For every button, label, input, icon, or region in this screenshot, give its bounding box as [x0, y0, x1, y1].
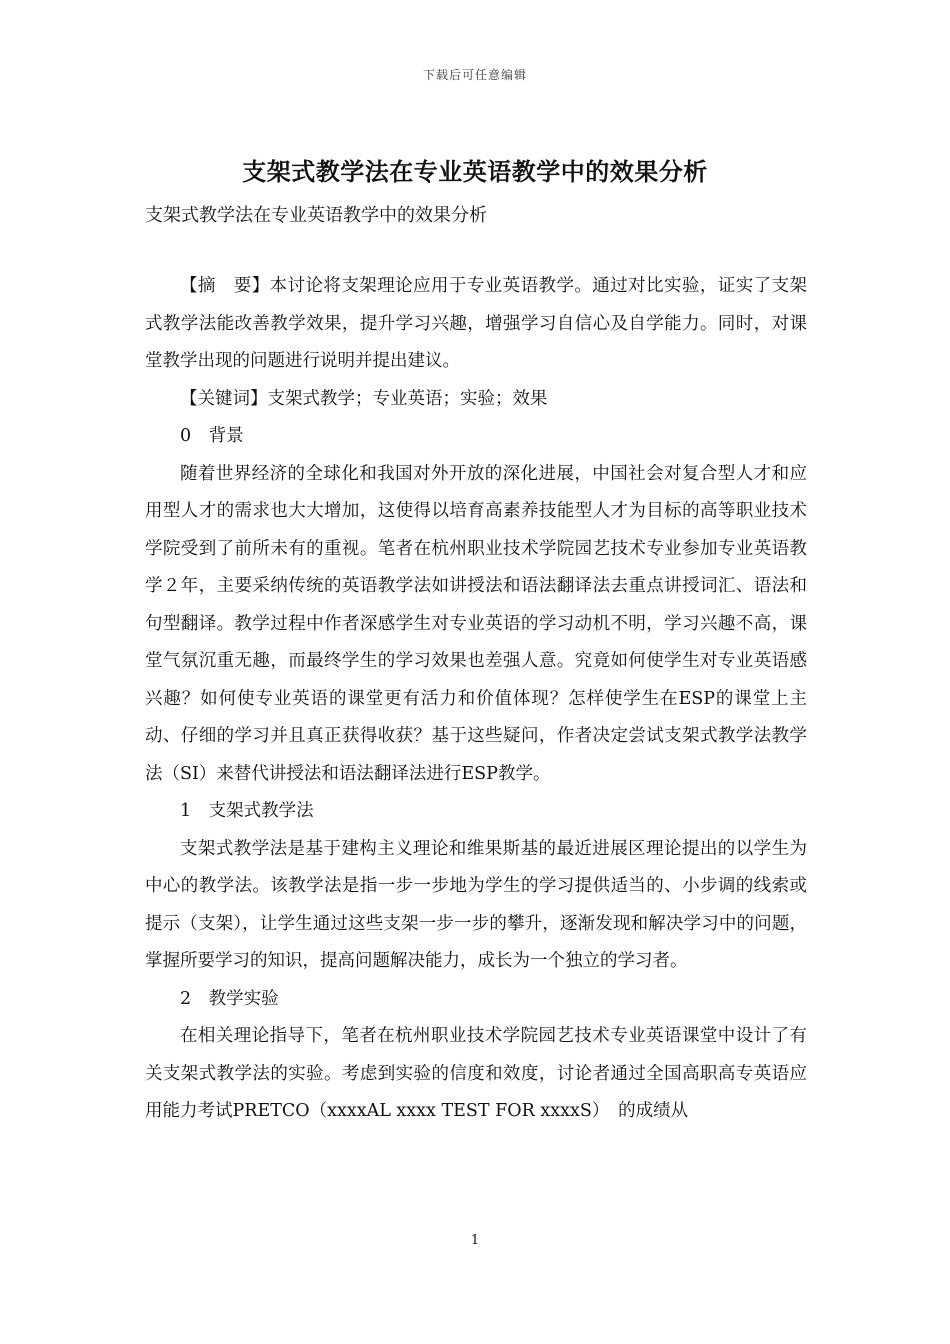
abstract-paragraph: 【摘 要】本讨论将支架理论应用于专业英语教学。通过对比实验，证实了支架式教学法能改善教学效果，提升学习兴趣，增强学习自信心及自学能力。同时，对课堂教学出现的问题进行说明并提出建议。: [145, 276, 807, 371]
body-paragraph: 支架式教学法是基于建构主义理论和维果斯基的最近进展区理论提出的以学生为中心的教学法。该教学法是指一步一步地为学生的学习提供适当的、小步调的线索或提示（支架），让学生通过这些支架一步一步的攀升，逐渐发现和解决学习中的问题，掌握所要学习的知识，提高问题解决能力，成长为一个独立的学习者。: [145, 838, 807, 971]
page-number: 1: [470, 1233, 480, 1248]
page-header: 下载后可任意编辑: [422, 68, 527, 82]
section-heading-background: 0 背景: [180, 426, 244, 446]
document-title: 支架式教学法在专业英语教学中的效果分析: [242, 157, 708, 186]
body-paragraph: 随着世界经济的全球化和我国对外开放的深化进展，中国社会对复合型人才和应用型人才的需求也大大增加，这使得以培育高素养技能型人才为目标的高等职业技术学院受到了前所未有的重视。笔者在杭州职业技术学院园艺技术专业参加专业英语教学２年，主要采纳传统的英语教学法如讲授法和语法翻译法去重点讲授词汇、语法和句型翻译。教学过程中作者深感学生对专业英语的学习动机不明，学习兴趣不高，课堂气氛沉重无趣，而最终学生的学习效果也差强人意。究竟如何使学生对专业英语感兴趣？如何使专业英语的课堂更有活力和价值体现？怎样使学生在ESP的课堂上主动、仔细的学习并且真正获得收获？基于这些疑问，作者决定尝试支架式教学法教学法（SI）来替代讲授法和语法翻译法进行ESP教学。: [145, 463, 807, 784]
section-heading-experiment: 2 教学实验: [180, 988, 279, 1009]
document-body: [145, 268, 807, 1131]
section-heading-scaffolding: 1 支架式教学法: [180, 801, 314, 821]
keywords-paragraph: 【关键词】支架式教学；专业英语；实验；效果: [180, 388, 548, 409]
body-paragraph: 在相关理论指导下，笔者在杭州职业技术学院园艺技术专业英语课堂中设计了有关支架式教学法的实验。考虑到实验的信度和效度，讨论者通过全国高职高专英语应用能力考试PRETCO（xxxxAL xxxx TEST FOR xxxxS） 的成绩从: [145, 1026, 807, 1121]
document-subtitle: 支架式教学法在专业英语教学中的效果分析: [145, 205, 487, 226]
